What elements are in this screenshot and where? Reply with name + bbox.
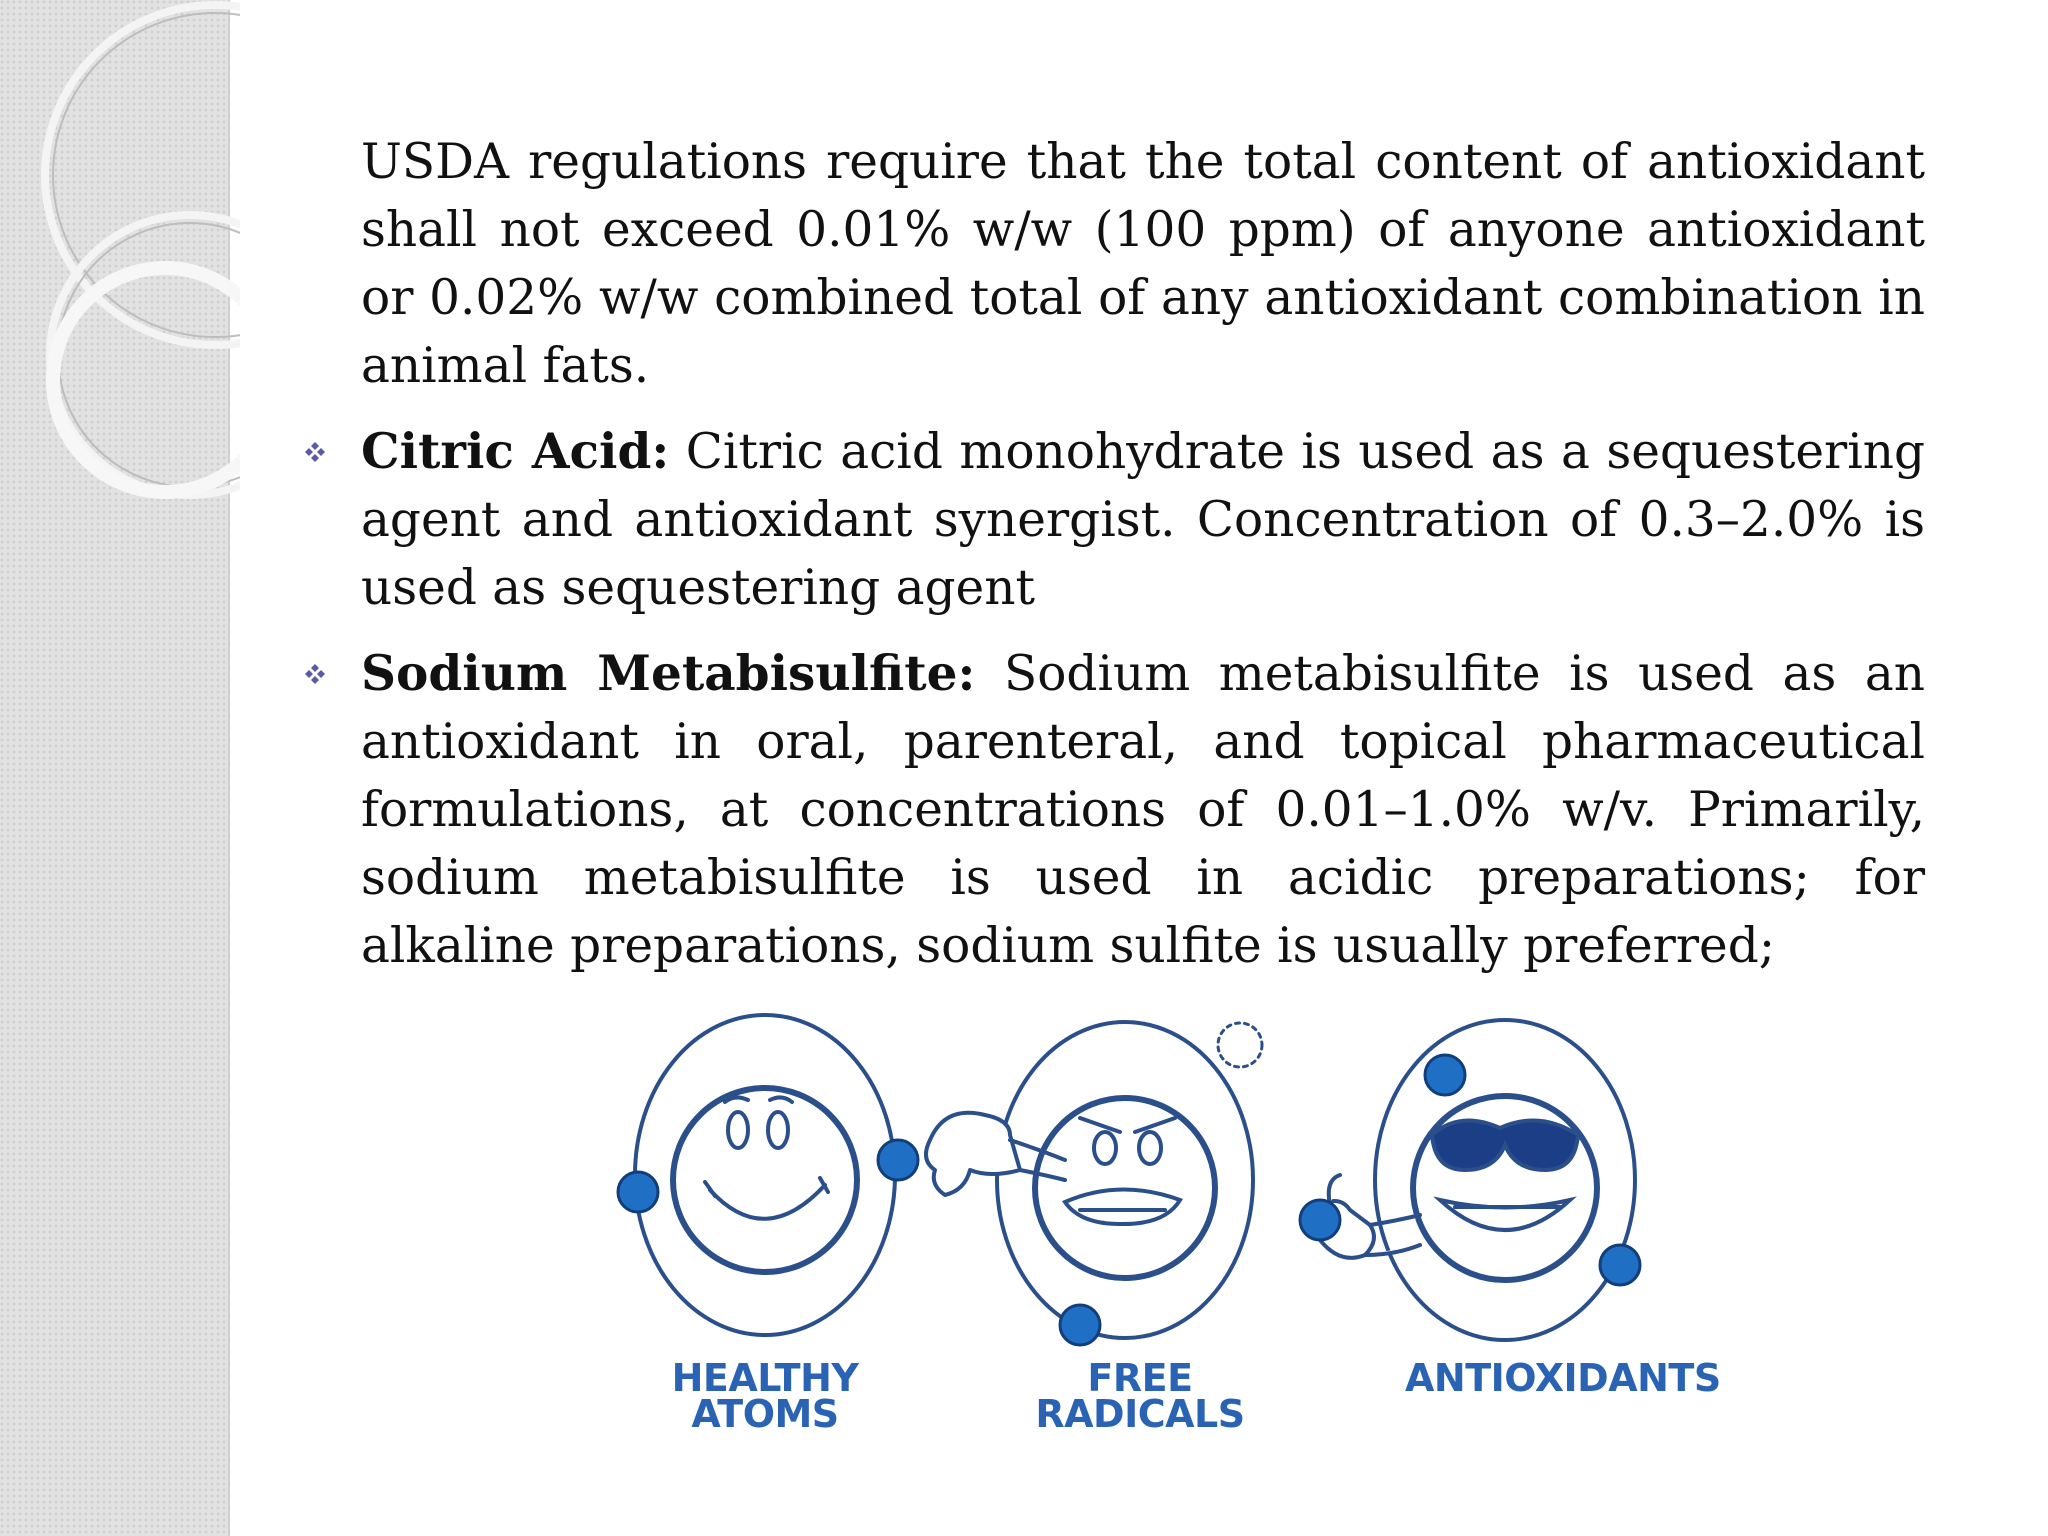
label-line: RADICALS [1035,1392,1245,1436]
antioxidant-illustration [320,1010,1720,1530]
paragraph-text: USDA regulations require that the total content of antioxidant shall not exceed 0.01% w/w (100 ppm) of anyone antioxidant or 0.02% w/w combined total of any antioxidant combination in animal fats. [361,134,1925,394]
paragraph-text: Citric acid monohydrate is used as a sequestering agent and antioxidant synergist. Concentration of 0.3–2.0% is used as sequestering agent [361,424,1925,616]
decorative-rings [0,0,240,520]
free-radical-face [1065,1023,1262,1224]
term-sodium-metabisulfite: Sodium Metabisulfite: [361,645,976,702]
four-diamond-bullet-icon [295,418,335,486]
antioxidant-face [1432,1120,1578,1230]
label-antioxidants [1405,1356,1721,1400]
term-citric-acid: Citric Acid: [361,423,670,480]
label-line: HEALTHY [671,1356,859,1400]
label-line: ANTIOXIDANTS [1405,1356,1721,1400]
atoms-illustration-image [320,1010,1720,1530]
label-free-radicals [1025,1356,1255,1436]
hands [926,1113,1420,1258]
body-text [295,128,1925,998]
label-line: FREE [1087,1356,1193,1400]
paragraph-sodium-metabisulfite [295,640,1925,980]
paragraph-citric-acid [295,418,1925,622]
paragraph-usda [295,128,1925,400]
four-diamond-bullet-icon [295,640,335,708]
paragraph-text: Sodium metabisulfite is used as an antioxidant in oral, parenteral, and topical pharmaceutical formulations, at concentrations of 0.01–1.0% w/v. Primarily, sodium metabisulfite is used in acidic preparations; for alkaline preparations, sodium sulfite is usually preferred; [361,646,1925,974]
healthy-atom-face [705,1097,828,1218]
label-line: ATOMS [691,1392,839,1436]
label-healthy-atoms [655,1356,875,1436]
